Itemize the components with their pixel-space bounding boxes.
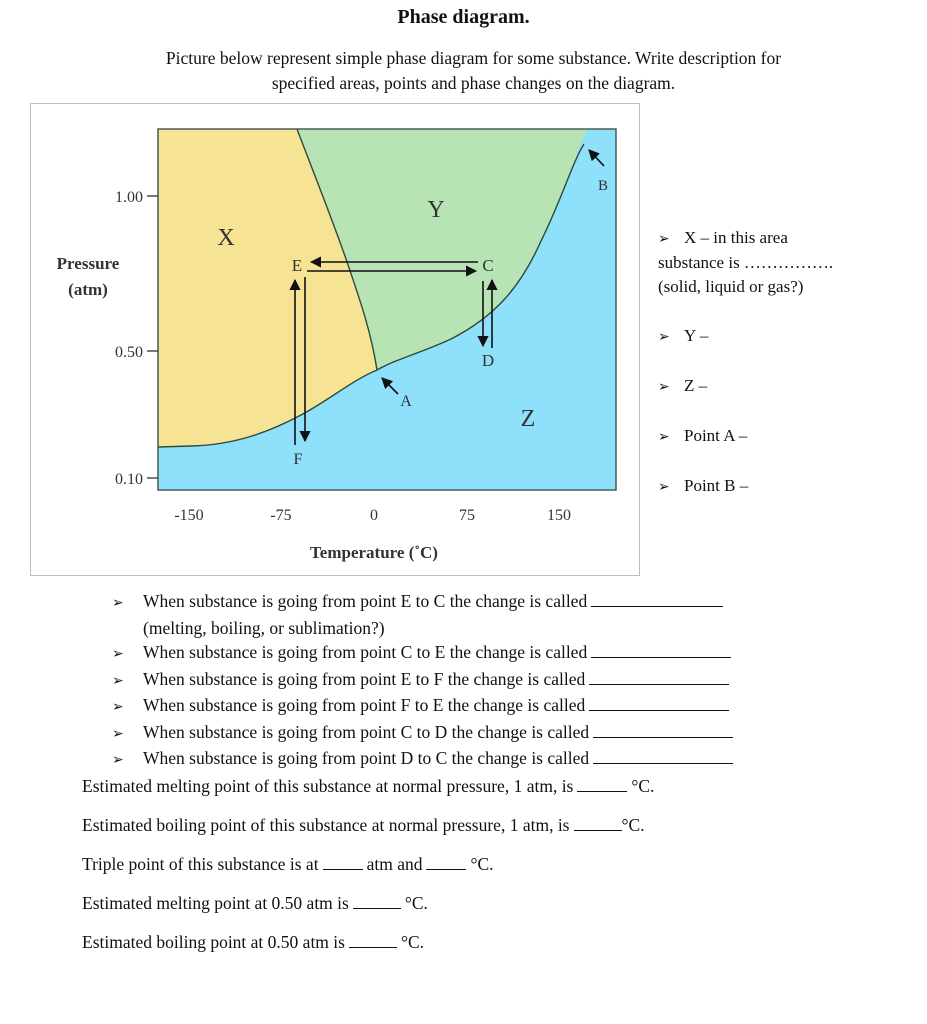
arrow-bullet-icon: ➢ [658,329,670,345]
question-point-a: ➢ Point A – [658,424,747,449]
answer-blank-e-to-f[interactable] [589,669,729,685]
answer-blank-f-to-e[interactable] [589,695,729,711]
y-axis-label-line2: (atm) [68,280,108,299]
region-y-label: Y [427,197,445,223]
x-axis-label: Temperature (˚C) [310,543,438,562]
question-f-to-e: ➢ When substance is going from point F to E the change is called [112,693,832,720]
x-tick-4: 75 [459,507,475,524]
question-d-to-c: ➢ When substance is going from point D to C the change is called [112,746,832,773]
answer-blank-c-to-e[interactable] [591,642,731,658]
answer-blank-boiling-1atm[interactable] [574,816,622,831]
intro-paragraph [100,46,847,96]
intro-line-1: Picture below represent simple phase diagram for some substance. Write description for [165,48,782,68]
question-point-b: ➢ Point B – [658,474,748,499]
arrow-bullet-icon: ➢ [112,672,124,689]
arrow-bullet-icon: ➢ [112,646,124,662]
question-e-to-c: ➢ When substance is going from point E to C the change is called [112,589,832,616]
point-e-label: E [291,256,303,275]
x-tick-1: -150 [174,507,204,524]
point-d-label: D [481,351,495,370]
x-tick-5: 150 [547,507,571,524]
question-e-to-c-hint: (melting, boiling, or sublimation?) [143,617,385,638]
question-e-to-f: ➢ When substance is going from point E to F the change is called [112,667,832,694]
y-tick-1: 1.00 [115,189,143,206]
arrow-bullet-icon: ➢ [112,595,124,611]
point-c-label: C [482,256,494,275]
question-region-x: ➢ X – in this area substance is ……………. (solid, liquid or gas?) [658,228,834,296]
answer-blank-triple-celsius[interactable] [426,855,466,870]
question-region-y: ➢ Y – [658,324,708,349]
arrow-bullet-icon: ➢ [658,429,670,445]
answer-blank-d-to-c[interactable] [593,748,733,764]
estimate-boiling-050atm: Estimated boiling point at 0.50 atm is °C. [82,932,425,952]
question-c-to-d: ➢ When substance is going from point C to D the change is called [112,720,832,747]
answer-blank-triple-atm[interactable] [323,855,363,870]
answer-blank-c-to-d[interactable] [593,722,733,738]
estimate-melting-050atm: Estimated melting point at 0.50 atm is °C. [82,893,428,913]
page-title: Phase diagram. [397,6,530,28]
estimate-triple-point: Triple point of this substance is at atm and °C. [82,854,494,874]
answer-blank-e-to-c[interactable] [591,591,723,607]
arrow-bullet-icon: ➢ [658,231,670,247]
phase-diagram-figure [30,103,640,576]
arrow-bullet-icon: ➢ [112,752,124,768]
x-tick-2: -75 [270,507,292,524]
y-axis-label-line1: Pressure [56,254,120,273]
answer-blank-melting-1atm[interactable] [577,777,627,792]
arrow-bullet-icon: ➢ [658,379,670,395]
region-x-label: X [217,225,235,251]
answer-blank-boiling-050atm[interactable] [349,933,397,948]
question-c-to-e: ➢ When substance is going from point C to E the change is called [112,640,832,667]
x-tick-3: 0 [370,507,378,524]
point-f-label: F [293,451,303,468]
arrow-bullet-icon: ➢ [112,699,124,715]
y-tick-3: 0.10 [115,471,143,488]
arrow-bullet-icon: ➢ [112,725,124,742]
intro-line-2: specified areas, points and phase changes on the diagram. [271,73,676,93]
arrow-bullet-icon: ➢ [658,479,670,495]
phase-change-questions [112,589,832,773]
region-z-label: Z [520,406,536,432]
estimate-boiling-1atm: Estimated boiling point of this substance at normal pressure, 1 atm, is °C. [82,815,645,835]
point-a-label: A [400,393,412,410]
y-tick-2: 0.50 [115,344,143,361]
phase-diagram-svg [31,104,641,577]
point-b-label: B [597,178,609,194]
question-region-z: ➢ Z – [658,374,707,399]
estimate-melting-1atm: Estimated melting point of this substance at normal pressure, 1 atm, is °C. [82,776,655,796]
answer-blank-melting-050atm[interactable] [353,894,401,909]
